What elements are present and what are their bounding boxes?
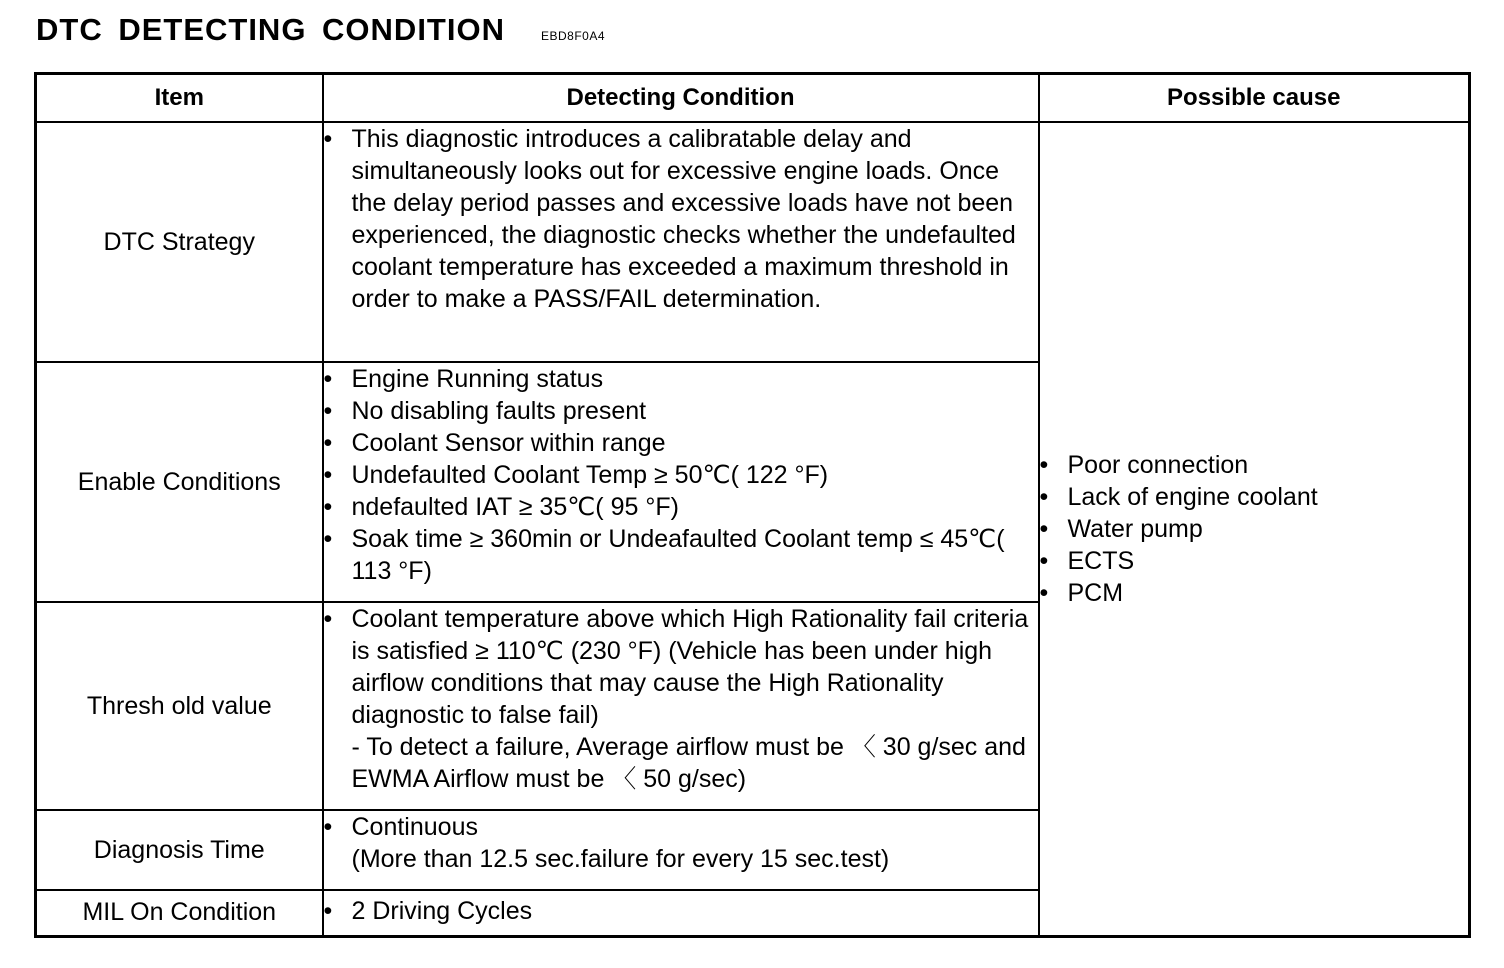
condition-bullet: • Undefaulted Coolant Temp ≥ 50℃( 122 °F) xyxy=(324,459,1038,491)
condition-bullet: • Coolant Sensor within range xyxy=(324,427,1038,459)
condition-bullet: • Soak time ≥ 360min or Undeafaulted Coolant temp ≤ 45℃( 113 °F) xyxy=(324,523,1038,587)
condition-note: (More than 12.5 sec.failure for every 15 sec.test) xyxy=(351,845,890,873)
conditions-dtc-strategy xyxy=(323,122,1039,362)
condition-bullet: • 2 Driving Cycles xyxy=(324,895,1038,927)
condition-bullet: • ndefaulted IAT ≥ 35℃( 95 °F) xyxy=(324,491,1038,523)
page-title: DTC DETECTING CONDITION xyxy=(36,12,505,47)
dtc-condition-table xyxy=(34,72,1471,938)
item-enable-conditions: Enable Conditions xyxy=(36,362,323,602)
possible-causes-list xyxy=(1040,449,1469,609)
cause-item: • Water pump xyxy=(1040,513,1469,545)
condition-bullet: • No disabling faults present xyxy=(324,395,1038,427)
column-header-item: Item xyxy=(36,74,323,123)
column-header-possible-cause: Possible cause xyxy=(1039,74,1470,123)
cause-item: • PCM xyxy=(1040,577,1469,609)
possible-causes-cell xyxy=(1039,122,1470,936)
cause-item: • Lack of engine coolant xyxy=(1040,481,1469,513)
table-header-row xyxy=(36,74,1470,123)
condition-text: • Coolant temperature above which High Rationality fail criteria is satisfied ≥ 110℃ (230 °F) (Vehicle has been under high airflow conditions that may cause the High Rationality diagnostic to false fail) xyxy=(351,605,1029,729)
item-dtc-strategy: DTC Strategy xyxy=(36,122,323,362)
conditions-threshold xyxy=(323,602,1039,810)
item-mil-on-condition: MIL On Condition xyxy=(36,890,323,936)
condition-bullet: • This diagnostic introduces a calibratable delay and simultaneously looks out for excessive engine loads. Once the delay period passes and excessive loads have not been experienced, the diagnostic checks whether the undefaulted coolant temperature has exceeded a maximum threshold in order to make a PASS/FAIL determination. xyxy=(324,123,1038,315)
condition-bullet xyxy=(324,603,1038,795)
item-threshold-value: Thresh old value xyxy=(36,602,323,810)
conditions-diagnosis-time xyxy=(323,810,1039,890)
conditions-enable xyxy=(323,362,1039,602)
condition-text: • Continuous xyxy=(351,813,478,841)
condition-bullet xyxy=(324,811,1038,875)
document-code: EBD8F0A4 xyxy=(541,29,606,43)
conditions-mil-on xyxy=(323,890,1039,936)
column-header-detecting-condition: Detecting Condition xyxy=(323,74,1039,123)
item-diagnosis-time: Diagnosis Time xyxy=(36,810,323,890)
condition-bullet: • Engine Running status xyxy=(324,363,1038,395)
condition-note: - To detect a failure, Average airflow must be 〈 30 g/sec and EWMA Airflow must be 〈 50 g/sec) xyxy=(351,733,1026,793)
cause-item: • Poor connection xyxy=(1040,449,1469,481)
title-row xyxy=(36,12,605,52)
cause-item: • ECTS xyxy=(1040,545,1469,577)
table-row-dtc-strategy xyxy=(36,122,1470,362)
